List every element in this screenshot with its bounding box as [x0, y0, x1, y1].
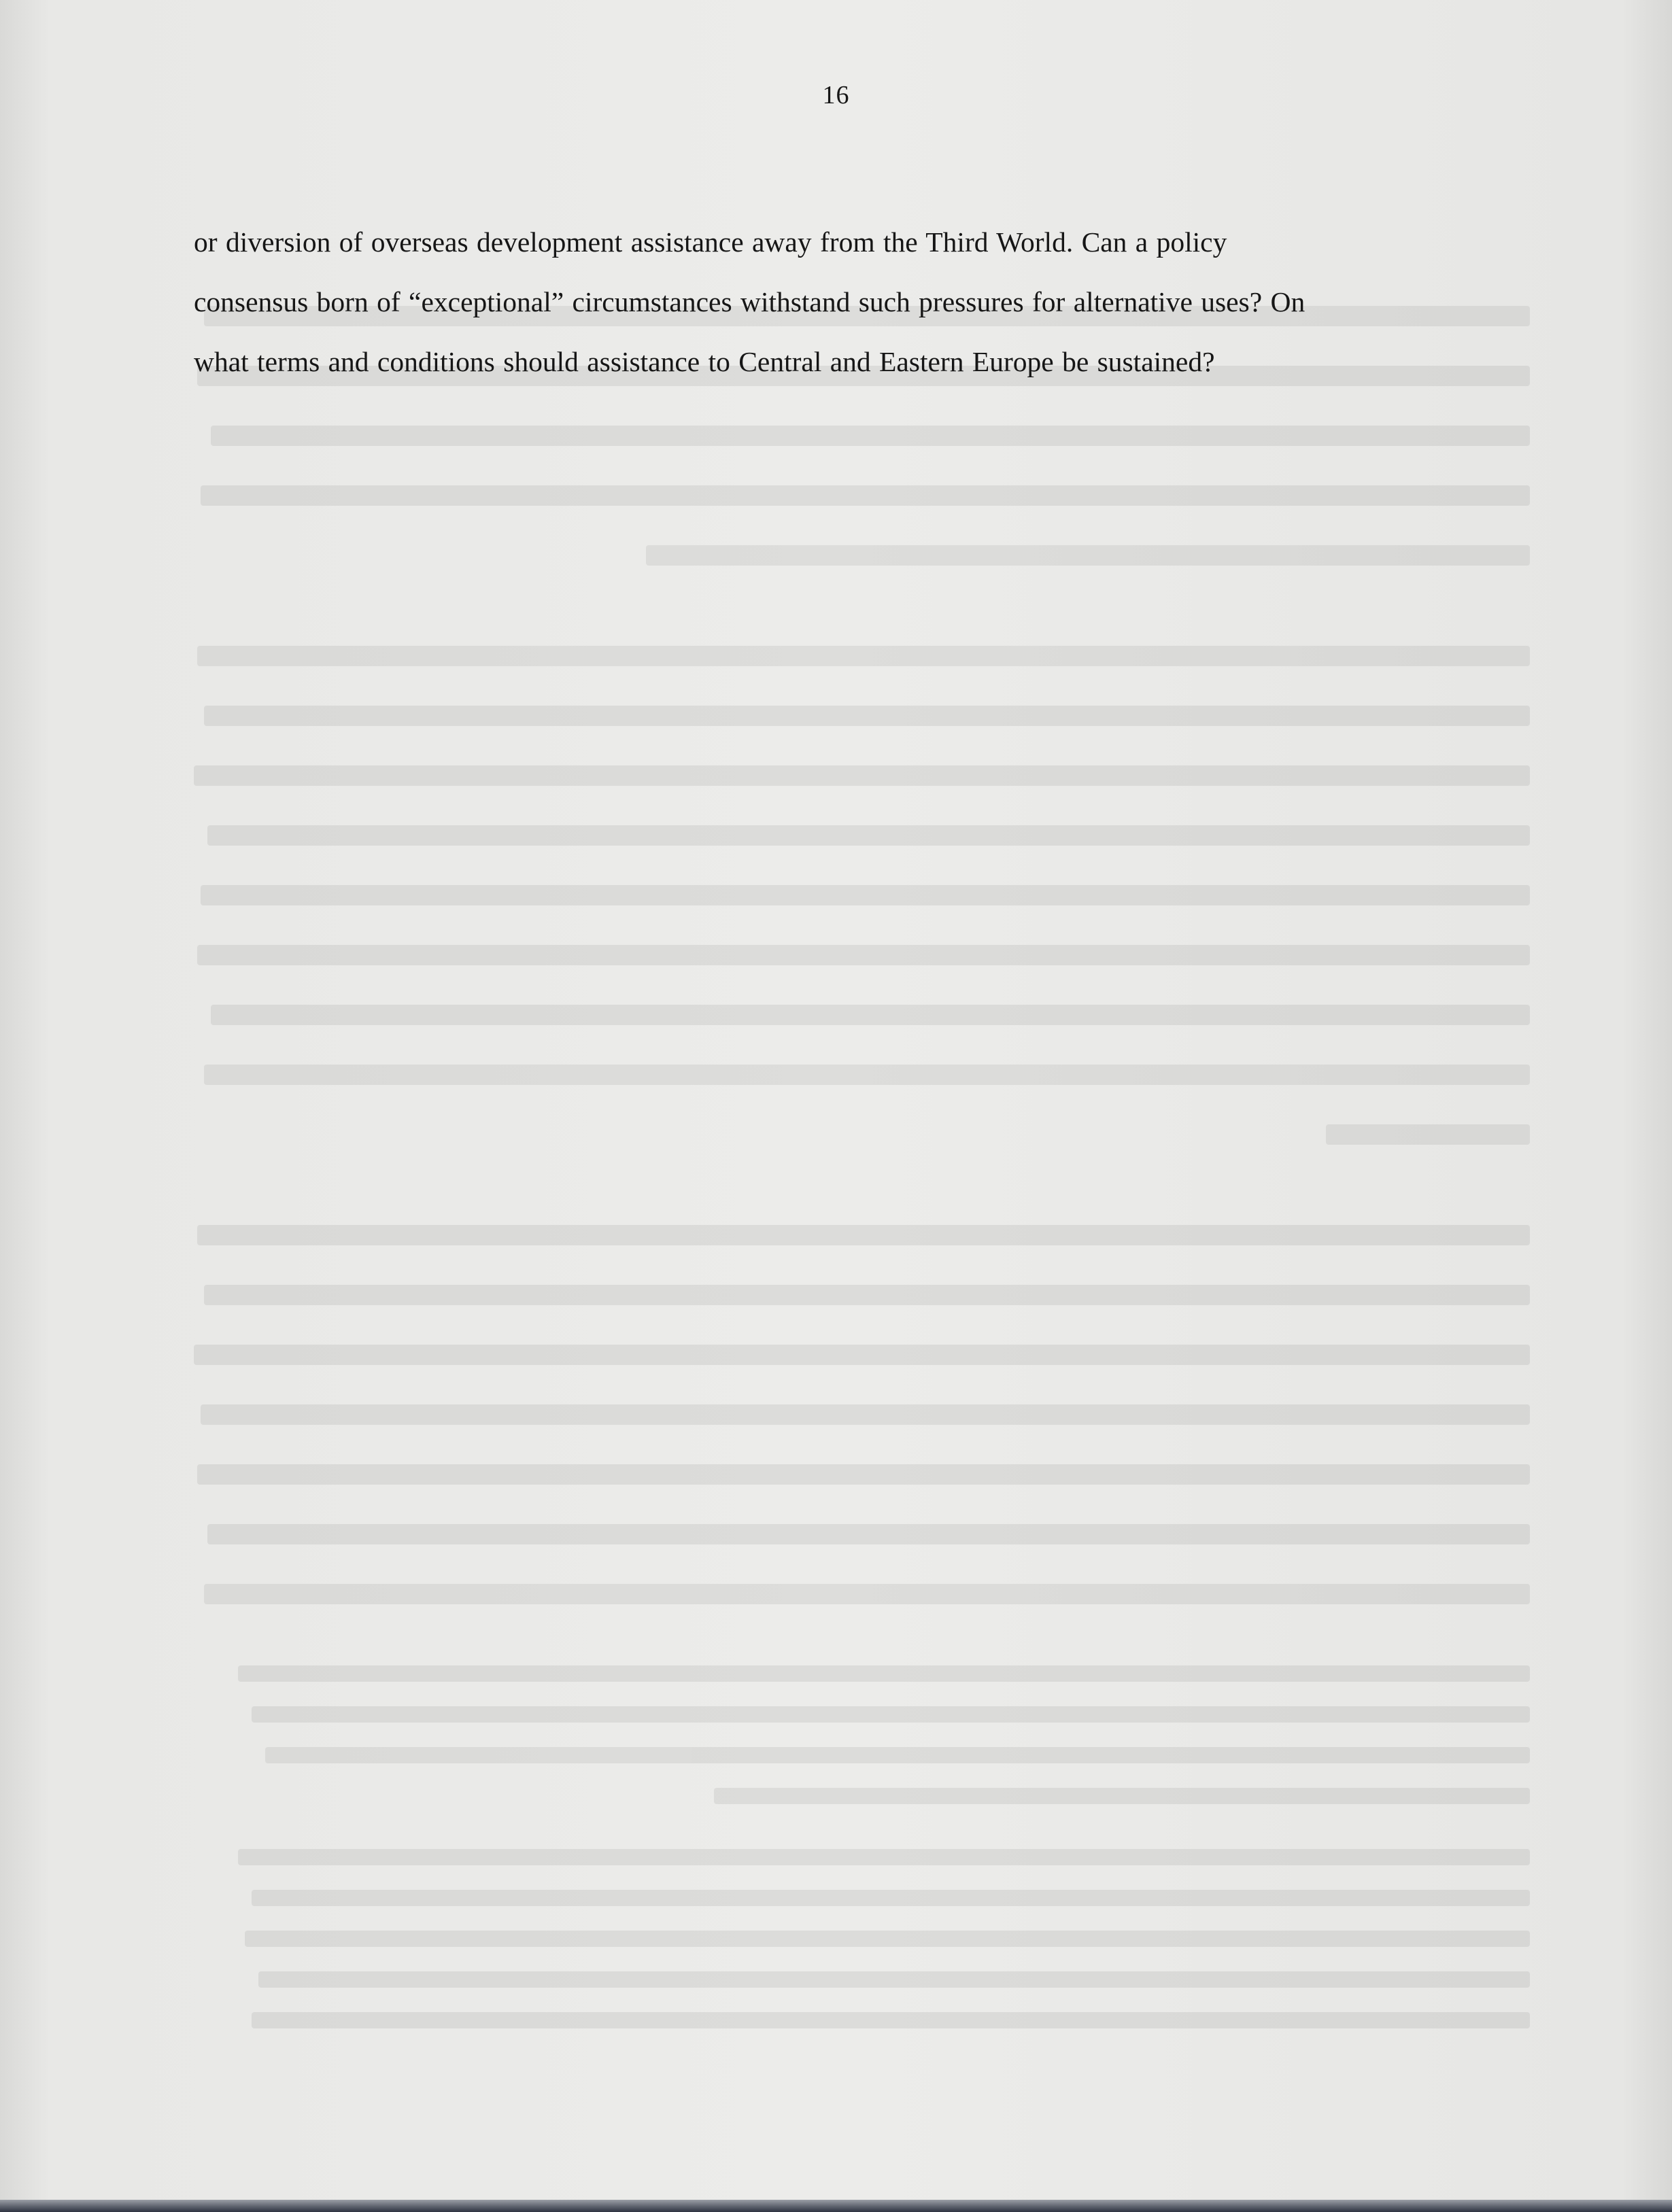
scan-bottom-edge — [0, 2200, 1672, 2212]
text-line: or diversion of overseas development assistance away from the Third World. Can a policy — [194, 226, 1227, 258]
text-line: consensus born of “exceptional” circumstances withstand such pressures for alternative uses? On — [194, 286, 1306, 317]
show-through-text — [190, 306, 1530, 2039]
text-line: what terms and conditions should assistance to Central and Eastern Europe be sustained? — [194, 346, 1215, 377]
body-paragraph — [194, 212, 1530, 392]
page-number: 16 — [822, 81, 850, 109]
